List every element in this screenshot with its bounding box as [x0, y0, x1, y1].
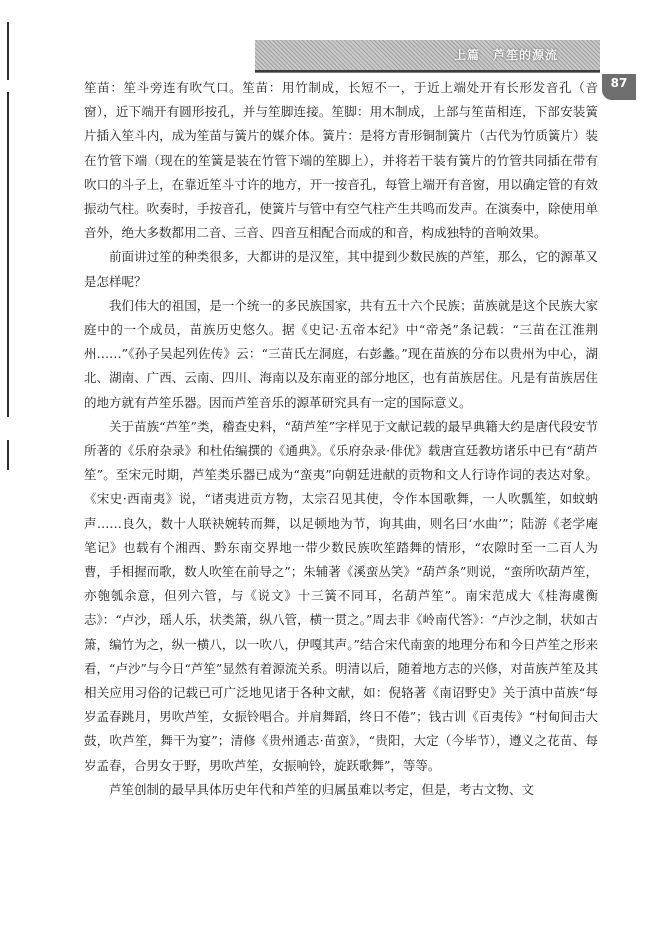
paragraph: 我们伟大的祖国，是一个统一的多民族国家，共有五十六个民族；苗族就是这个民族大家庭中的一个成员，苗族历史悠久。据《史记·五帝本纪》中“帝尧”条记载：“三苗在江淮荆州……”《孙子吴起列佐传》云：“三苗氏左洞庭，右彭蠡。”现在苗族的分布以贵州为中心，湖北、湖南、广西、云南、四川、海南以及东南亚的部分地区，也有苗族居住。凡是有苗族居住的地方就有芦笙乐器。因而芦笙音乐的源革研究具有一定的国际意义。	[84, 297, 598, 410]
paragraph: 笙苗：笙斗旁连有吹气口。笙苗：用竹制成，长短不一，于近上端处开有长形发音孔（音窗），近下端开有圆形按孔，并与笙脚连接。笙脚：用木制成，上部与笙苗相连，下部安装簧片插入笙斗内，成为笙苗与簧片的媒介体。簧片：是将方青形铜制簧片（古代为竹质簧片）装在竹管下端（现在的笙簧是装在竹管下端的笙脚上），并将若干装有簧片的竹管共同插在带有吹口的斗子上，在靠近笙斗寸许的地方，开一按音孔，每管上端开有音窗，用以确定管的有效振动气柱。吹奏时，手按音孔，使簧片与管中有空气柱产生共鸣而发声。在演奏中，除使用单音外，绝大多数都用二音、三音、四音互相配合而成的和音，构成独特的音响效果。	[84, 80, 598, 241]
running-header-title: 上篇 芦笙的源流	[453, 48, 558, 62]
paragraph: 芦笙创制的最早具体历史年代和芦笙的归属虽难以考定，但是，考古文物、文	[109, 781, 535, 797]
running-header-band	[255, 40, 600, 72]
page-number: 87	[610, 76, 628, 90]
body-text	[84, 76, 598, 802]
paragraph: 前面讲过笙的种类很多，大都讲的是汉笙，其中提到少数民族的芦笙，那么，它的源革又是怎样呢？	[84, 249, 598, 289]
margin-rule-lower	[7, 440, 9, 470]
margin-rule-middle	[7, 92, 9, 417]
paragraph: 关于苗族“芦笙”类，稽查史料，“葫芦笙”字样见于文献记载的最早典籍大约是唐代段安节所著的《乐府杂录》和杜佑编撰的《通典》。《乐府杂录·俳优》载唐宣廷教坊诸乐中已有“葫芦笙”。至宋元时期，芦笙类乐器已成为“蛮夷”向朝廷进献的贡物和文人行诗作词的表达对象。《宋史·西南夷》说，“诸夷进贡方物，太宗召见其使，令作本国歌舞，一人吹瓢笙，如蚊蚋声……良久，数十人联袂婉转而舞，以足顿地为节，询其曲，则名曰‘水曲’”；陆游《老学庵笔记》也载有个湘西、黔东南交界地一带少数民族吹笙踏舞的情形，“农隙时至一二百人为曹，手相握而歌，数人吹笙在前导之”；朱辅著《溪蛮丛笑》“葫芦条”则说，“蛮所吹葫芦笙，亦匏瓠余意，但列六管，与《说文》十三簧不同耳，名葫芦笙”。南宋范成大《桂海虞衡志》：“卢沙，瑶人乐，状类箫，纵八管，横一贯之。”周去非《岭南代答》：“卢沙之制，状如古箫，编竹为之，纵一横八，以一吹八，伊嘎其声。”结合宋代南蛮的地理分布和今日芦笙之形来看，“卢沙”与今日“芦笙”显然有着源流关系。明清以后，随着地方志的兴修，对苗族芦笙及其相关应用习俗的记载已可广泛地见诸于各种文献，如：倪辂著《南诏野史》关于滇中苗族“每岁孟春跳月，男吹芦笙，女振铃唱合。并肩舞蹈，终日不倦”；钱古训《百夷传》“村甸间击大鼓，吹芦笙，舞干为宴”；清修《贵州通志·苗蛮》，“贵阳，大定（今毕节），遵义之花苗、每岁孟春，合男女于野，男吹芦笙，女振响铃，旋跃歌舞”，等等。	[84, 418, 598, 773]
header-divider	[255, 72, 600, 73]
margin-rule-top	[7, 22, 9, 80]
